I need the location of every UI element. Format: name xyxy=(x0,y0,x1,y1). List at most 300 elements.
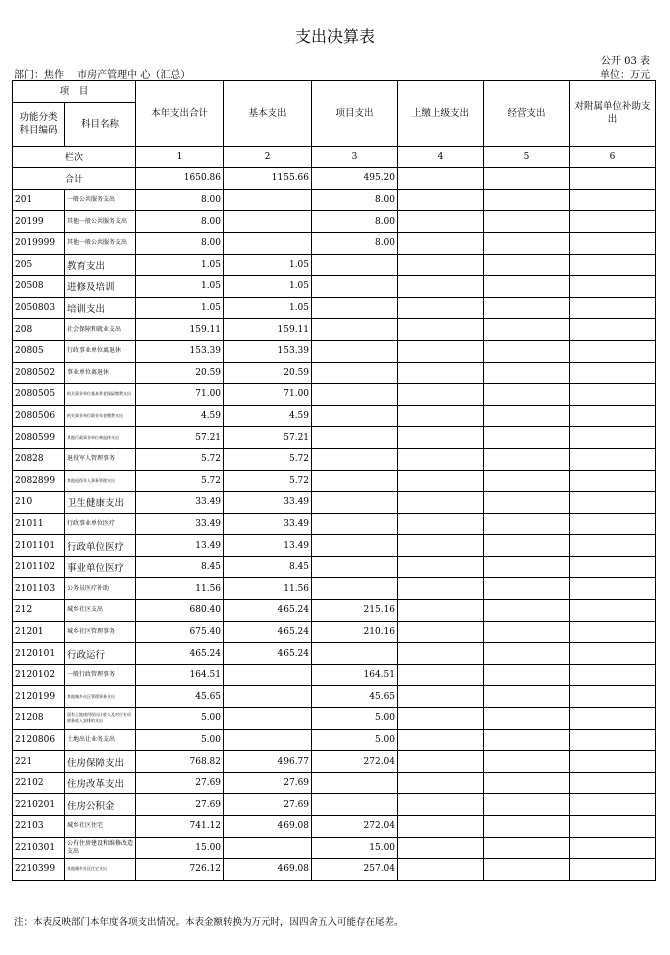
table-row xyxy=(13,492,656,514)
row-code: 2101103 xyxy=(13,578,65,600)
row-empty-cell xyxy=(570,448,656,470)
row-project: 215.16 xyxy=(312,600,398,622)
row-empty-cell xyxy=(570,772,656,794)
unit-label: 单位：万元 xyxy=(600,70,650,81)
table-row xyxy=(13,578,656,600)
row-total: 680.40 xyxy=(136,600,224,622)
row-basic: 153.39 xyxy=(224,340,312,362)
row-empty-cell xyxy=(398,211,484,233)
row-code: 2120199 xyxy=(13,686,65,708)
row-empty-cell xyxy=(484,751,570,773)
row-name: 事业单位离退休 xyxy=(65,362,136,384)
col-index: 1 xyxy=(136,146,224,168)
row-empty-cell xyxy=(484,556,570,578)
row-empty-cell xyxy=(398,859,484,881)
row-name: 其他一般公共服务支出 xyxy=(65,232,136,254)
row-project xyxy=(312,362,398,384)
row-basic xyxy=(224,211,312,233)
row-name: 其他城乡社区管理事务支出 xyxy=(65,686,136,708)
row-name: 机关事业单位职业年金缴费支出 xyxy=(65,405,136,427)
row-empty-cell xyxy=(484,643,570,665)
row-empty-cell xyxy=(484,621,570,643)
row-empty-cell xyxy=(570,686,656,708)
row-code: 2120101 xyxy=(13,643,65,665)
row-basic: 1.05 xyxy=(224,254,312,276)
row-total: 5.72 xyxy=(136,470,224,492)
row-basic: 27.69 xyxy=(224,772,312,794)
table-row xyxy=(13,362,656,384)
row-code: 212 xyxy=(13,600,65,622)
row-name: 行政单位医疗 xyxy=(65,535,136,557)
row-empty-cell xyxy=(484,189,570,211)
row-empty-cell xyxy=(398,643,484,665)
row-total: 4.59 xyxy=(136,405,224,427)
row-empty-cell xyxy=(484,686,570,708)
header-func-code: 功能分类科目编码 xyxy=(13,102,65,146)
row-empty-cell xyxy=(398,340,484,362)
row-empty-cell xyxy=(398,621,484,643)
row-basic: 496.77 xyxy=(224,751,312,773)
row-basic: 1.05 xyxy=(224,297,312,319)
row-empty-cell xyxy=(570,729,656,751)
row-project: 272.04 xyxy=(312,816,398,838)
row-name: 进修及培训 xyxy=(65,276,136,298)
row-total: 153.39 xyxy=(136,340,224,362)
row-project xyxy=(312,405,398,427)
table-row xyxy=(13,643,656,665)
row-code: 2080506 xyxy=(13,405,65,427)
row-empty-cell xyxy=(398,492,484,514)
row-empty-cell xyxy=(484,794,570,816)
header-basic: 基本支出 xyxy=(224,81,312,147)
row-project xyxy=(312,297,398,319)
row-name: 行政事业单位离退休 xyxy=(65,340,136,362)
row-empty-cell xyxy=(570,297,656,319)
row-code: 20805 xyxy=(13,340,65,362)
row-total: 164.51 xyxy=(136,664,224,686)
table-row xyxy=(13,211,656,233)
table-row xyxy=(13,319,656,341)
row-total: 57.21 xyxy=(136,427,224,449)
row-empty-cell xyxy=(484,578,570,600)
row-empty-cell xyxy=(398,686,484,708)
row-project xyxy=(312,535,398,557)
table-row xyxy=(13,513,656,535)
row-code: 2210201 xyxy=(13,794,65,816)
row-total: 741.12 xyxy=(136,816,224,838)
row-project xyxy=(312,643,398,665)
row-empty-cell xyxy=(484,600,570,622)
row-name: 退役军人管理事务 xyxy=(65,448,136,470)
row-empty-cell xyxy=(570,513,656,535)
row-basic: 465.24 xyxy=(224,643,312,665)
row-basic xyxy=(224,837,312,859)
row-empty-cell xyxy=(570,837,656,859)
row-empty-cell xyxy=(484,405,570,427)
table-row xyxy=(13,816,656,838)
row-project: 8.00 xyxy=(312,211,398,233)
row-total: 1.05 xyxy=(136,254,224,276)
row-project xyxy=(312,384,398,406)
table-row xyxy=(13,556,656,578)
row-empty-cell xyxy=(570,578,656,600)
table-row xyxy=(13,621,656,643)
row-empty-cell xyxy=(398,319,484,341)
row-empty-cell xyxy=(484,427,570,449)
footnote: 注：本表反映部门本年度各项支出情况。本表金额转换为万元时，因四舍五入可能存在尾差。 xyxy=(14,917,404,928)
row-empty-cell xyxy=(484,664,570,686)
row-project: 164.51 xyxy=(312,664,398,686)
header-name: 科目名称 xyxy=(65,102,136,146)
row-total: 33.49 xyxy=(136,492,224,514)
row-basic xyxy=(224,664,312,686)
row-project xyxy=(312,276,398,298)
table-row xyxy=(13,708,656,730)
row-empty-cell xyxy=(570,708,656,730)
row-empty-cell xyxy=(484,362,570,384)
row-empty-cell xyxy=(484,837,570,859)
row-code: 2210301 xyxy=(13,837,65,859)
sum-project: 495.20 xyxy=(312,168,398,190)
table-row xyxy=(13,751,656,773)
row-total: 8.45 xyxy=(136,556,224,578)
row-code: 2120806 xyxy=(13,729,65,751)
row-code: 22103 xyxy=(13,816,65,838)
row-name: 公有住房建设和维修改造支出 xyxy=(65,837,136,859)
row-total: 15.00 xyxy=(136,837,224,859)
row-basic xyxy=(224,729,312,751)
row-project xyxy=(312,254,398,276)
row-basic: 8.45 xyxy=(224,556,312,578)
row-empty-cell xyxy=(570,319,656,341)
page-title: 支出决算表 xyxy=(294,27,375,46)
row-code: 2120102 xyxy=(13,664,65,686)
row-name: 住房保障支出 xyxy=(65,751,136,773)
row-empty-cell xyxy=(484,816,570,838)
row-empty-cell xyxy=(398,600,484,622)
row-empty-cell xyxy=(570,232,656,254)
row-total: 159.11 xyxy=(136,319,224,341)
row-project: 15.00 xyxy=(312,837,398,859)
row-empty-cell xyxy=(398,362,484,384)
row-basic: 159.11 xyxy=(224,319,312,341)
row-empty-cell xyxy=(570,816,656,838)
row-empty-cell xyxy=(570,643,656,665)
row-total: 5.00 xyxy=(136,708,224,730)
row-code: 208 xyxy=(13,319,65,341)
table-row xyxy=(13,448,656,470)
row-basic xyxy=(224,189,312,211)
table-row xyxy=(13,470,656,492)
row-empty-cell xyxy=(570,405,656,427)
row-code: 2080599 xyxy=(13,427,65,449)
row-code: 2019999 xyxy=(13,232,65,254)
row-code: 2210399 xyxy=(13,859,65,881)
row-total: 1.05 xyxy=(136,276,224,298)
row-name: 行政运行 xyxy=(65,643,136,665)
row-empty-cell xyxy=(570,340,656,362)
row-empty-cell xyxy=(398,448,484,470)
row-empty-cell xyxy=(398,276,484,298)
table-row xyxy=(13,686,656,708)
header-upward: 上缴上级支出 xyxy=(398,81,484,147)
row-project xyxy=(312,772,398,794)
row-code: 201 xyxy=(13,189,65,211)
row-name: 住房公积金 xyxy=(65,794,136,816)
row-code: 20828 xyxy=(13,448,65,470)
table-row xyxy=(13,405,656,427)
row-empty-cell xyxy=(570,211,656,233)
row-project xyxy=(312,578,398,600)
row-project xyxy=(312,319,398,341)
row-empty-cell xyxy=(570,621,656,643)
row-project: 8.00 xyxy=(312,232,398,254)
table-row xyxy=(13,664,656,686)
row-code: 20508 xyxy=(13,276,65,298)
header-subsidy: 对附属单位补助支出 xyxy=(570,81,656,147)
row-empty-cell xyxy=(398,384,484,406)
row-total: 5.00 xyxy=(136,729,224,751)
row-empty-cell xyxy=(570,189,656,211)
row-name: 土地出让业务支出 xyxy=(65,729,136,751)
row-project: 210.16 xyxy=(312,621,398,643)
row-basic: 20.59 xyxy=(224,362,312,384)
row-name: 城乡社区管理事务 xyxy=(65,621,136,643)
table-row xyxy=(13,794,656,816)
row-empty-cell xyxy=(570,535,656,557)
table-row xyxy=(13,254,656,276)
header-project: 项目支出 xyxy=(312,81,398,147)
row-project: 8.00 xyxy=(312,189,398,211)
header-total: 本年支出合计 xyxy=(136,81,224,147)
table-row xyxy=(13,276,656,298)
table-row xyxy=(13,772,656,794)
row-basic xyxy=(224,232,312,254)
col-index: 6 xyxy=(570,146,656,168)
table-row xyxy=(13,340,656,362)
row-empty-cell xyxy=(398,232,484,254)
row-name: 培训支出 xyxy=(65,297,136,319)
row-name: 其他退役军人事务管理支出 xyxy=(65,470,136,492)
row-name: 卫生健康支出 xyxy=(65,492,136,514)
row-total: 45.65 xyxy=(136,686,224,708)
row-basic: 465.24 xyxy=(224,600,312,622)
row-project: 272.04 xyxy=(312,751,398,773)
row-empty-cell xyxy=(398,708,484,730)
row-total: 33.49 xyxy=(136,513,224,535)
row-empty-cell xyxy=(484,232,570,254)
table-row xyxy=(13,384,656,406)
row-project xyxy=(312,492,398,514)
table-row xyxy=(13,729,656,751)
row-name: 其他行政事业单位离退休支出 xyxy=(65,427,136,449)
col-index: 4 xyxy=(398,146,484,168)
row-empty-cell xyxy=(398,578,484,600)
row-empty-cell xyxy=(570,556,656,578)
row-code: 21011 xyxy=(13,513,65,535)
row-total: 71.00 xyxy=(136,384,224,406)
row-code: 22102 xyxy=(13,772,65,794)
row-name: 社会保障和就业支出 xyxy=(65,319,136,341)
row-code: 20199 xyxy=(13,211,65,233)
row-empty-cell xyxy=(398,751,484,773)
table-row xyxy=(13,297,656,319)
row-name: 其他一般公共服务支出 xyxy=(65,211,136,233)
row-project: 5.00 xyxy=(312,708,398,730)
row-empty-cell xyxy=(484,384,570,406)
row-code: 221 xyxy=(13,751,65,773)
row-basic: 465.24 xyxy=(224,621,312,643)
row-code: 21208 xyxy=(13,708,65,730)
row-empty-cell xyxy=(398,470,484,492)
row-empty-cell xyxy=(570,794,656,816)
row-empty-cell xyxy=(570,859,656,881)
row-name: 公务员医疗补助 xyxy=(65,578,136,600)
row-total: 465.24 xyxy=(136,643,224,665)
row-basic xyxy=(224,708,312,730)
row-total: 27.69 xyxy=(136,772,224,794)
sum-basic: 1155.66 xyxy=(224,168,312,190)
row-project xyxy=(312,470,398,492)
sum-row xyxy=(13,168,656,190)
row-total: 11.56 xyxy=(136,578,224,600)
row-basic: 1.05 xyxy=(224,276,312,298)
table-row xyxy=(13,859,656,881)
row-code: 2101101 xyxy=(13,535,65,557)
row-empty-cell xyxy=(484,448,570,470)
row-code: 2080505 xyxy=(13,384,65,406)
row-code: 210 xyxy=(13,492,65,514)
row-empty-cell xyxy=(570,470,656,492)
row-empty-cell xyxy=(484,492,570,514)
row-empty-cell xyxy=(398,535,484,557)
row-total: 1.05 xyxy=(136,297,224,319)
row-empty-cell xyxy=(398,254,484,276)
col-index: 2 xyxy=(224,146,312,168)
row-empty-cell xyxy=(484,319,570,341)
row-basic: 27.69 xyxy=(224,794,312,816)
row-basic: 33.49 xyxy=(224,492,312,514)
row-total: 8.00 xyxy=(136,232,224,254)
row-empty-cell xyxy=(398,297,484,319)
row-empty-cell xyxy=(570,600,656,622)
table-row xyxy=(13,189,656,211)
table-row xyxy=(13,232,656,254)
row-name: 住房改革支出 xyxy=(65,772,136,794)
row-empty-cell xyxy=(484,276,570,298)
row-project: 257.04 xyxy=(312,859,398,881)
row-name: 城乡社区支出 xyxy=(65,600,136,622)
row-total: 5.72 xyxy=(136,448,224,470)
row-name: 一般公共服务支出 xyxy=(65,189,136,211)
row-project xyxy=(312,427,398,449)
row-basic: 71.00 xyxy=(224,384,312,406)
row-empty-cell xyxy=(570,384,656,406)
row-total: 20.59 xyxy=(136,362,224,384)
row-total: 768.82 xyxy=(136,751,224,773)
row-total: 675.40 xyxy=(136,621,224,643)
row-total: 13.49 xyxy=(136,535,224,557)
row-name: 教育支出 xyxy=(65,254,136,276)
row-basic: 5.72 xyxy=(224,448,312,470)
row-empty-cell xyxy=(484,340,570,362)
row-basic: 57.21 xyxy=(224,427,312,449)
row-empty-cell xyxy=(484,254,570,276)
row-project xyxy=(312,448,398,470)
row-code: 2101102 xyxy=(13,556,65,578)
row-basic: 469.08 xyxy=(224,859,312,881)
department-label: 部门：焦作 市房产管理中 心（汇总） xyxy=(14,70,191,81)
row-empty-cell xyxy=(484,729,570,751)
table-row xyxy=(13,600,656,622)
row-total: 8.00 xyxy=(136,189,224,211)
row-total: 27.69 xyxy=(136,794,224,816)
row-empty-cell xyxy=(398,837,484,859)
row-code: 2082899 xyxy=(13,470,65,492)
row-empty-cell xyxy=(484,708,570,730)
row-basic: 11.56 xyxy=(224,578,312,600)
row-empty-cell xyxy=(484,211,570,233)
row-empty-cell xyxy=(484,513,570,535)
row-empty-cell xyxy=(398,556,484,578)
row-project: 45.65 xyxy=(312,686,398,708)
row-empty-cell xyxy=(484,859,570,881)
table-row xyxy=(13,535,656,557)
row-name: 城乡社区住宅 xyxy=(65,816,136,838)
row-project: 5.00 xyxy=(312,729,398,751)
row-project xyxy=(312,513,398,535)
row-empty-cell xyxy=(570,492,656,514)
row-project xyxy=(312,794,398,816)
row-empty-cell xyxy=(484,772,570,794)
row-empty-cell xyxy=(398,405,484,427)
row-name: 国有土地使用权出让收入及对应专项债务收入安排的支出 xyxy=(65,708,136,730)
row-name: 其他城乡社区住宅支出 xyxy=(65,859,136,881)
row-basic: 5.72 xyxy=(224,470,312,492)
row-empty-cell xyxy=(398,816,484,838)
form-number: 公开 03 表 xyxy=(600,56,650,67)
table-row xyxy=(13,427,656,449)
row-empty-cell xyxy=(398,664,484,686)
row-basic: 33.49 xyxy=(224,513,312,535)
row-basic xyxy=(224,686,312,708)
row-basic: 4.59 xyxy=(224,405,312,427)
row-name: 行政事业单位医疗 xyxy=(65,513,136,535)
col-index: 5 xyxy=(484,146,570,168)
row-empty-cell xyxy=(398,794,484,816)
row-basic: 13.49 xyxy=(224,535,312,557)
row-code: 2080502 xyxy=(13,362,65,384)
row-empty-cell xyxy=(570,427,656,449)
col-index-label: 栏次 xyxy=(13,146,136,168)
row-project xyxy=(312,340,398,362)
row-empty-cell xyxy=(570,362,656,384)
header-item: 项 目 xyxy=(13,81,136,103)
row-empty-cell xyxy=(570,751,656,773)
row-empty-cell xyxy=(398,189,484,211)
row-total: 8.00 xyxy=(136,211,224,233)
row-name: 事业单位医疗 xyxy=(65,556,136,578)
row-empty-cell xyxy=(398,427,484,449)
table-row xyxy=(13,837,656,859)
row-empty-cell xyxy=(398,513,484,535)
row-empty-cell xyxy=(484,470,570,492)
row-empty-cell xyxy=(398,772,484,794)
row-code: 205 xyxy=(13,254,65,276)
row-total: 726.12 xyxy=(136,859,224,881)
header-business: 经营支出 xyxy=(484,81,570,147)
sum-label: 合计 xyxy=(13,168,136,190)
